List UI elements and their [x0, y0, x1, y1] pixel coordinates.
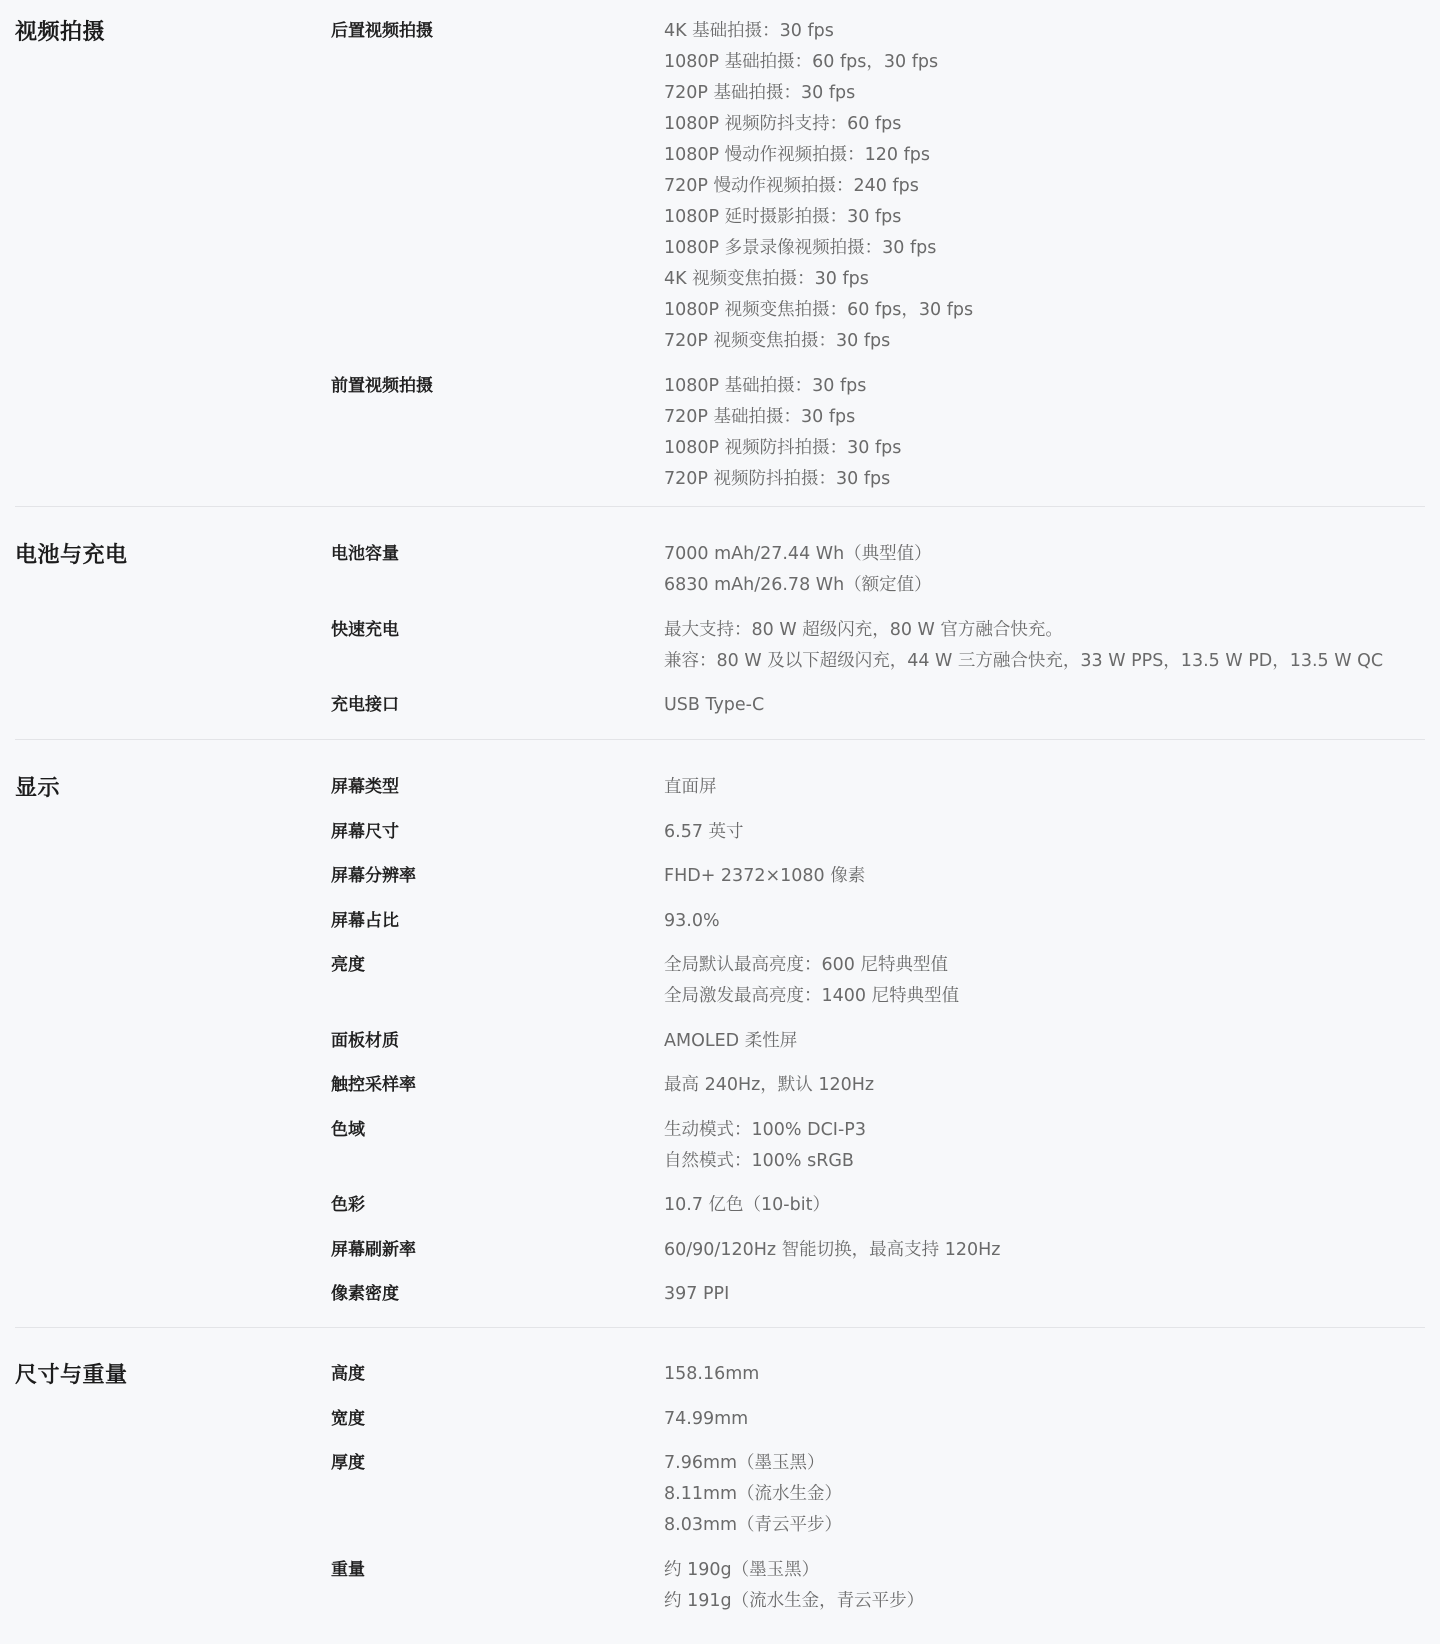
spec-label: 快速充电 — [331, 619, 399, 640]
spec-row — [15, 1448, 1425, 1541]
spec-values — [664, 1555, 924, 1617]
spec-value-line: 4K 视频变焦拍摄：30 fps — [664, 269, 869, 289]
spec-value-line: 直面屏 — [664, 777, 717, 797]
spec-label: 亮度 — [331, 955, 365, 975]
spec-value-line: 397 PPI — [664, 1284, 730, 1304]
spec-label: 充电接口 — [331, 695, 399, 715]
spec-value-line: 自然模式：100% sRGB — [664, 1150, 854, 1171]
spec-label: 屏幕尺寸 — [331, 821, 399, 842]
spec-value-line: 1080P 视频防抖拍摄：30 fps — [664, 437, 902, 458]
spec-value-line: 1080P 视频防抖支持：60 fps — [664, 114, 902, 134]
spec-value-line: USB Type-C — [664, 695, 765, 715]
spec-values — [664, 1026, 797, 1057]
spec-row — [15, 950, 1425, 1012]
section-title: 尺寸与重量 — [15, 1363, 128, 1388]
section-title: 视频拍摄 — [15, 20, 106, 45]
spec-label: 触控采样率 — [331, 1075, 416, 1095]
spec-label: 高度 — [331, 1364, 365, 1384]
spec-values — [664, 1448, 842, 1541]
spec-label: 重量 — [331, 1559, 365, 1580]
spec-row — [15, 539, 1425, 601]
spec-value-line: 全局激发最高亮度：1400 尼特典型值 — [664, 986, 960, 1006]
spec-value-line: 全局默认最高亮度：600 尼特典型值 — [664, 955, 948, 975]
spec-value-line: 1080P 基础拍摄：30 fps — [664, 375, 867, 396]
spec-value-line: 生动模式：100% DCI-P3 — [664, 1119, 866, 1140]
spec-values — [664, 1190, 830, 1221]
spec-row — [15, 690, 1425, 721]
spec-row — [15, 615, 1425, 677]
spec-value-line: 8.11mm（流水生金） — [664, 1484, 843, 1504]
spec-label: 屏幕类型 — [331, 777, 399, 797]
spec-values — [664, 1235, 1000, 1266]
spec-value-line: 74.99mm — [664, 1408, 749, 1429]
spec-label: 色域 — [331, 1119, 365, 1140]
spec-row — [15, 1279, 1425, 1310]
spec-value-line: 720P 视频变焦拍摄：30 fps — [664, 331, 891, 351]
spec-values — [664, 690, 764, 721]
spec-row — [15, 1404, 1425, 1435]
spec-values — [664, 1359, 759, 1390]
spec-values — [664, 371, 901, 495]
spec-values — [664, 16, 973, 357]
spec-value-line: AMOLED 柔性屏 — [664, 1030, 798, 1051]
spec-label: 后置视频拍摄 — [331, 21, 433, 41]
spec-row — [15, 1115, 1425, 1177]
spec-label: 像素密度 — [331, 1284, 399, 1304]
spec-value-line: 7.96mm（墨玉黑） — [664, 1453, 825, 1473]
spec-values — [664, 772, 717, 803]
spec-label: 色彩 — [331, 1195, 365, 1215]
spec-row — [15, 16, 1425, 357]
spec-value-line: 6830 mAh/26.78 Wh（额定值） — [664, 575, 932, 595]
spec-row — [15, 1555, 1425, 1617]
section-display — [15, 740, 1425, 1328]
spec-value-line: 约 191g（流水生金，青云平步） — [664, 1590, 925, 1611]
spec-values — [664, 950, 959, 1012]
spec-value-line: 7000 mAh/27.44 Wh（典型值） — [664, 544, 932, 564]
spec-value-line: 93.0% — [664, 910, 720, 931]
spec-row — [15, 772, 1425, 803]
spec-label: 电池容量 — [331, 544, 399, 564]
section-video-recording — [15, 0, 1425, 507]
spec-label: 前置视频拍摄 — [331, 375, 433, 396]
spec-value-line: 最大支持：80 W 超级闪充，80 W 官方融合快充。 — [664, 619, 1063, 640]
spec-value-line: 720P 基础拍摄：30 fps — [664, 406, 856, 427]
spec-value-line: 1080P 慢动作视频拍摄：120 fps — [664, 145, 931, 165]
spec-value-line: 约 190g（墨玉黑） — [664, 1559, 820, 1580]
spec-value-line: 10.7 亿色（10-bit） — [664, 1195, 830, 1215]
spec-values — [664, 1404, 748, 1435]
spec-value-line: 720P 基础拍摄：30 fps — [664, 83, 856, 103]
spec-label: 屏幕刷新率 — [331, 1239, 416, 1260]
spec-value-line: 最高 240Hz，默认 120Hz — [664, 1075, 875, 1095]
spec-label: 屏幕分辨率 — [331, 866, 416, 886]
spec-value-line: 1080P 视频变焦拍摄：60 fps，30 fps — [664, 300, 974, 320]
section-title: 显示 — [15, 776, 61, 801]
spec-row — [15, 1190, 1425, 1221]
spec-value-line: 1080P 多景录像视频拍摄：30 fps — [664, 238, 937, 258]
spec-value-line: 4K 基础拍摄：30 fps — [664, 21, 834, 41]
spec-value-line: 1080P 延时摄影拍摄：30 fps — [664, 207, 902, 227]
spec-values — [664, 1115, 866, 1177]
spec-row — [15, 861, 1425, 892]
spec-value-line: 158.16mm — [664, 1364, 760, 1384]
section-size-weight — [15, 1328, 1425, 1628]
spec-value-line: 兼容：80 W 及以下超级闪充，44 W 三方融合快充，33 W PPS，13.5 W PD，13.5 W QC — [664, 650, 1384, 671]
spec-value-line: 1080P 基础拍摄：60 fps，30 fps — [664, 52, 939, 72]
spec-row — [15, 371, 1425, 495]
spec-values — [664, 817, 744, 848]
spec-values — [664, 861, 865, 892]
spec-row — [15, 1070, 1425, 1101]
spec-value-line: 720P 慢动作视频拍摄：240 fps — [664, 176, 919, 196]
spec-row — [15, 1235, 1425, 1266]
spec-value-line: 60/90/120Hz 智能切换，最高支持 120Hz — [664, 1239, 1001, 1260]
spec-values — [664, 615, 1383, 677]
spec-value-line: 720P 视频防抖拍摄：30 fps — [664, 468, 891, 489]
section-battery-charging — [15, 507, 1425, 740]
spec-values — [664, 1070, 874, 1101]
spec-values — [664, 539, 932, 601]
spec-row — [15, 1359, 1425, 1390]
spec-row — [15, 817, 1425, 848]
spec-value-line: 8.03mm（青云平步） — [664, 1515, 843, 1535]
spec-values — [664, 1279, 729, 1310]
spec-label: 宽度 — [331, 1408, 365, 1429]
spec-row — [15, 906, 1425, 937]
spec-value-line: FHD+ 2372×1080 像素 — [664, 866, 866, 886]
spec-label: 屏幕占比 — [331, 910, 399, 931]
section-title: 电池与充电 — [15, 543, 128, 568]
spec-label: 厚度 — [331, 1453, 365, 1473]
spec-value-line: 6.57 英寸 — [664, 821, 744, 842]
spec-row — [15, 1026, 1425, 1057]
spec-values — [664, 906, 720, 937]
spec-label: 面板材质 — [331, 1030, 399, 1051]
